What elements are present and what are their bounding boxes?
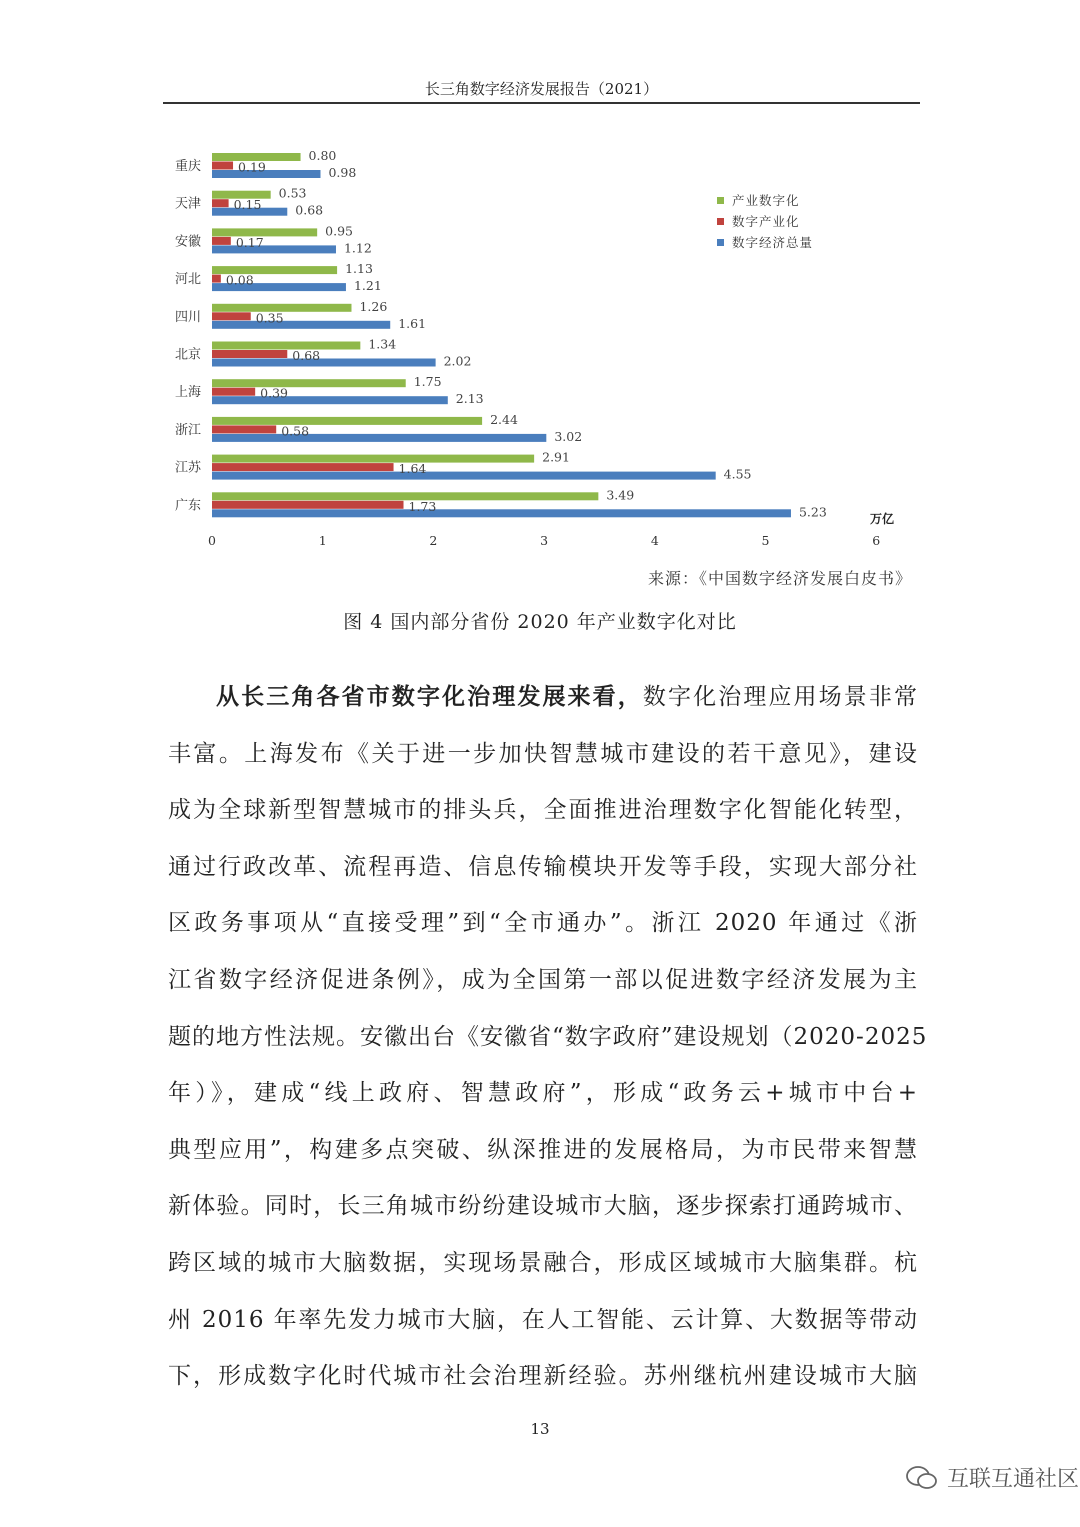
bar-2 bbox=[212, 321, 390, 329]
brand-name: 互联互通社区 bbox=[947, 1467, 1080, 1492]
data-label: 0.58 bbox=[281, 423, 310, 439]
x-tick-label: 3 bbox=[540, 533, 549, 548]
category-label: 四川 bbox=[174, 309, 202, 325]
data-label: 2.44 bbox=[490, 411, 518, 427]
bar-0 bbox=[212, 417, 482, 425]
legend-label: 产业数字化 bbox=[732, 193, 800, 208]
bar-2 bbox=[212, 509, 791, 517]
data-label: 5.23 bbox=[798, 504, 827, 520]
bar-2 bbox=[212, 396, 448, 404]
x-tick-label: 1 bbox=[318, 533, 327, 548]
paragraph-line: 题的地方性法规。安徽出台《安徽省“数字政府”建设规划（2020-2025 bbox=[168, 1023, 928, 1050]
chart-source: 来源：《中国数字经济发展白皮书》 bbox=[647, 569, 912, 588]
unit-label: 万亿 bbox=[869, 512, 895, 526]
data-label: 1.64 bbox=[398, 461, 427, 477]
paragraph-line: 丰富。上海发布《关于进一步加快智慧城市建设的若干意见》，建设 bbox=[168, 740, 918, 767]
category-label: 安徽 bbox=[174, 234, 202, 250]
running-header: 长三角数字经济发展报告（2021） bbox=[424, 80, 659, 98]
data-label: 4.55 bbox=[723, 466, 752, 482]
category-label: 上海 bbox=[174, 385, 202, 401]
data-label: 0.98 bbox=[328, 165, 357, 180]
x-tick-label: 2 bbox=[429, 533, 438, 548]
bar-chart bbox=[0, 0, 1080, 600]
bar-1 bbox=[212, 501, 404, 509]
data-label: 0.53 bbox=[278, 185, 307, 201]
paragraph-line: 典型应用”，构建多点突破、纵深推进的发展格局，为市民带来智慧 bbox=[168, 1136, 918, 1163]
data-label: 2.02 bbox=[443, 353, 472, 369]
bar-1 bbox=[212, 463, 394, 471]
paragraph-line: 成为全球新型智慧城市的排头兵，全面推进治理数字化智能化转型， bbox=[168, 797, 918, 824]
data-label: 3.49 bbox=[606, 487, 635, 503]
bar-0 bbox=[212, 342, 360, 350]
legend-swatch bbox=[717, 239, 724, 246]
category-label: 江苏 bbox=[174, 460, 202, 476]
data-label: 1.13 bbox=[345, 261, 373, 277]
bar-1 bbox=[212, 275, 221, 283]
data-label: 0.95 bbox=[325, 223, 354, 239]
bar-1 bbox=[212, 312, 251, 320]
page-number: 13 bbox=[530, 1420, 550, 1438]
paragraph-line: 江省数字经济促进条例》，成为全国第一部以促进数字经济发展为主 bbox=[168, 966, 918, 993]
data-label: 0.39 bbox=[260, 385, 289, 401]
data-label: 0.15 bbox=[233, 197, 262, 213]
data-label: 1.12 bbox=[343, 240, 372, 256]
paragraph-text: 数字化治理应用场景非常 bbox=[642, 684, 919, 710]
paragraph-line: 年）》，建成“线上政府、智慧政府”，形成“政务云+城市中台+ bbox=[168, 1080, 918, 1107]
bar-1 bbox=[212, 237, 231, 245]
bar-2 bbox=[212, 359, 436, 367]
data-label: 0.80 bbox=[308, 148, 337, 163]
category-label: 天津 bbox=[174, 196, 202, 212]
paragraph-lead: 从长三角各省市数字化治理发展来看， bbox=[216, 684, 643, 710]
bar-0 bbox=[212, 228, 317, 236]
data-label: 0.68 bbox=[295, 202, 324, 218]
bar-1 bbox=[212, 388, 255, 396]
bar-2 bbox=[212, 434, 546, 442]
category-label: 河北 bbox=[174, 272, 202, 288]
x-tick-label: 0 bbox=[208, 533, 216, 548]
x-tick-label: 6 bbox=[872, 533, 881, 548]
legend-label: 数字经济总量 bbox=[732, 235, 814, 250]
paragraph-line: 新体验。同时，长三角城市纷纷建设城市大脑，逐步探索打通跨城市、 bbox=[168, 1193, 918, 1220]
paragraph-line bbox=[168, 677, 918, 734]
data-label: 1.73 bbox=[408, 498, 437, 514]
data-label: 0.19 bbox=[238, 159, 266, 175]
legend-swatch bbox=[717, 197, 724, 204]
legend-label: 数字产业化 bbox=[732, 214, 800, 229]
data-label: 2.91 bbox=[542, 449, 570, 465]
paragraph-line: 州 2016 年率先发力城市大脑，在人工智能、云计算、大数据等带动 bbox=[168, 1306, 918, 1333]
legend-swatch bbox=[717, 218, 724, 225]
body-paragraph bbox=[168, 677, 928, 1413]
x-tick-label: 4 bbox=[650, 533, 659, 548]
data-label: 0.68 bbox=[292, 348, 321, 363]
bar-2 bbox=[212, 170, 320, 178]
category-label: 北京 bbox=[174, 347, 202, 363]
data-label: 1.75 bbox=[413, 374, 442, 390]
paragraph-line: 通过行政改革、流程再造、信息传输模块开发等手段，实现大部分社 bbox=[168, 853, 918, 880]
data-label: 1.61 bbox=[398, 315, 427, 331]
data-label: 2.13 bbox=[455, 391, 484, 407]
paragraph-line: 区政务事项从“直接受理”到“全市通办”。浙江 2020 年通过《浙 bbox=[168, 910, 918, 937]
bar-2 bbox=[212, 472, 716, 480]
bar-1 bbox=[212, 425, 276, 433]
bar-1 bbox=[212, 199, 229, 207]
bar-0 bbox=[212, 455, 534, 463]
category-label: 广东 bbox=[174, 498, 202, 514]
bar-1 bbox=[212, 162, 233, 170]
data-label: 1.34 bbox=[368, 336, 397, 352]
category-label: 浙江 bbox=[174, 422, 202, 438]
paragraph-line: 跨区域的城市大脑数据，实现场景融合，形成区域城市大脑集群。杭 bbox=[168, 1249, 918, 1276]
data-label: 0.17 bbox=[235, 234, 264, 250]
bar-2 bbox=[212, 245, 336, 253]
data-label: 0.08 bbox=[225, 272, 254, 288]
wechat-icon bbox=[905, 1464, 939, 1492]
wechat-brand bbox=[905, 1462, 1079, 1493]
data-label: 0.35 bbox=[255, 310, 284, 326]
bar-0 bbox=[212, 379, 406, 387]
bar-0 bbox=[212, 492, 598, 500]
data-label: 3.02 bbox=[554, 428, 583, 444]
category-label: 重庆 bbox=[174, 159, 202, 174]
x-tick-label: 5 bbox=[761, 533, 770, 548]
bar-1 bbox=[212, 350, 287, 358]
data-label: 1.26 bbox=[359, 298, 388, 314]
figure-caption: 图 4 国内部分省份 2020 年产业数字化对比 bbox=[343, 611, 737, 633]
paragraph-line: 下，形成数字化时代城市社会治理新经验。苏州继杭州建设城市大脑 bbox=[168, 1363, 918, 1390]
data-label: 1.21 bbox=[353, 278, 382, 294]
